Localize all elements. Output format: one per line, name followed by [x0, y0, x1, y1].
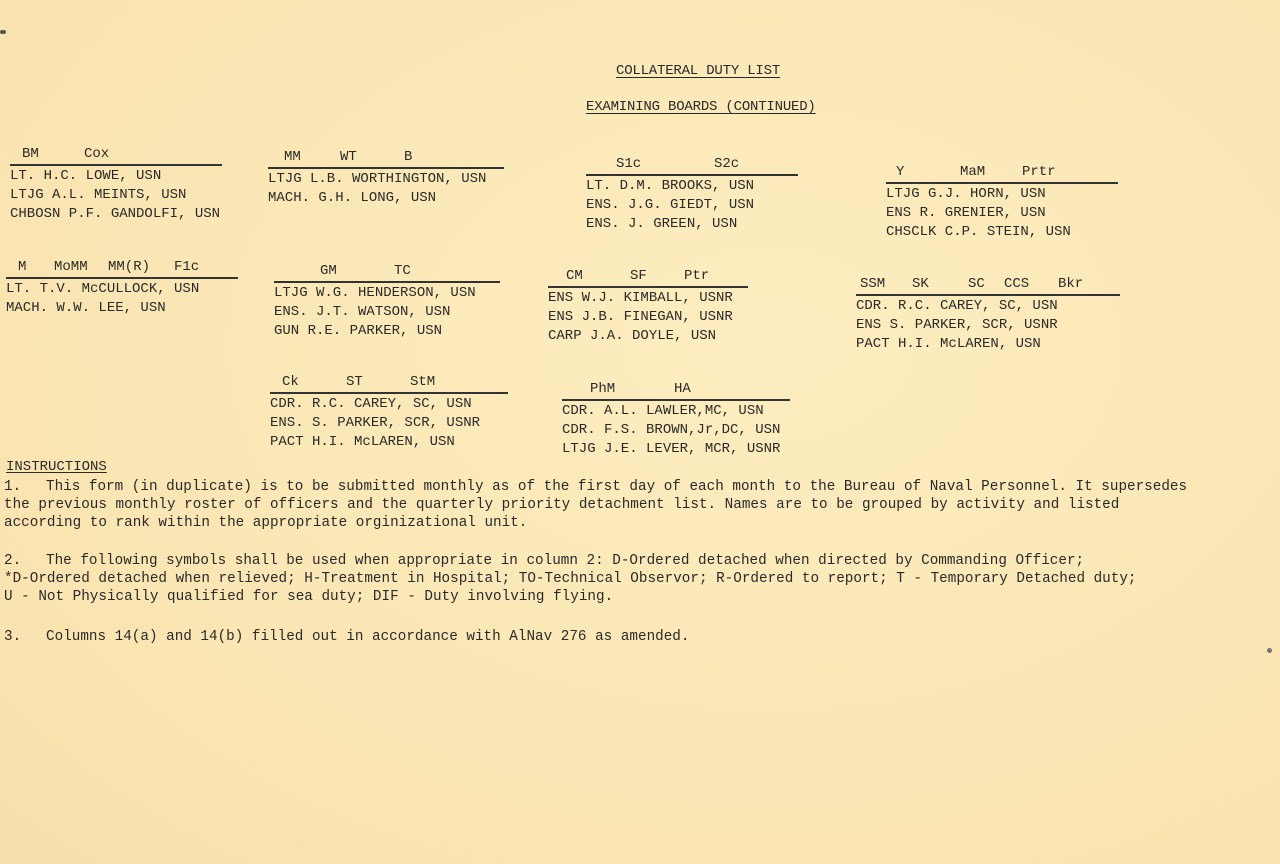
rate-label: MM: [284, 149, 301, 165]
examining-board: [6, 258, 238, 318]
instruction-number: 2.: [4, 553, 22, 569]
instruction-line: This form (in duplicate) is to be submitted monthly as of the first day of each month to the Bureau of Naval Personnel. It supersedes: [46, 479, 1188, 495]
board-header: [562, 380, 790, 401]
board-member: LT. H.C. LOWE, USN: [10, 168, 162, 184]
board-member: LTJG G.J. HORN, USN: [886, 186, 1046, 202]
instruction-line: U - Not Physically qualified for sea duty; DIF - Duty involving flying.: [4, 589, 614, 605]
board-member: GUN R.E. PARKER, USN: [274, 323, 443, 339]
instruction-line: The following symbols shall be used when appropriate in column 2: D-Ordered detached when directed by Commanding Officer;: [46, 553, 1085, 569]
board-header: [10, 145, 222, 166]
board-header: [274, 262, 500, 283]
board-member: CDR. R.C. CAREY, SC, USN: [856, 298, 1058, 314]
examining-board: [10, 145, 222, 224]
board-member: ENS. J.G. GIEDT, USN: [586, 197, 755, 213]
ink-mark: [0, 30, 6, 34]
board-header: [886, 163, 1118, 184]
examining-board: [548, 267, 748, 346]
instruction-number: 1.: [4, 479, 22, 495]
rate-label: MM(R): [108, 259, 151, 275]
rate-label: SK: [912, 276, 929, 292]
board-member: LTJG L.B. WORTHINGTON, USN: [268, 171, 487, 187]
examining-board: [586, 155, 798, 234]
board-member: PACT H.I. McLAREN, USN: [270, 434, 455, 450]
rate-label: BM: [22, 146, 39, 162]
ink-mark: [1267, 648, 1272, 653]
board-header: [856, 275, 1120, 296]
examining-board: [856, 275, 1120, 354]
document-subtitle: EXAMINING BOARDS (CONTINUED): [586, 99, 816, 115]
rate-label: TC: [394, 263, 411, 279]
board-member: ENS. S. PARKER, SCR, USNR: [270, 415, 481, 431]
instruction-item: [4, 552, 1137, 606]
rate-label: Prtr: [1022, 164, 1056, 180]
examining-board: [274, 262, 500, 341]
board-header: [586, 155, 798, 176]
rate-label: MaM: [960, 164, 986, 180]
board-member: ENS. J. GREEN, USN: [586, 216, 738, 232]
rate-label: B: [404, 149, 413, 165]
board-member: CDR. F.S. BROWN,Jr,DC, USN: [562, 422, 781, 438]
board-member: LTJG W.G. HENDERSON, USN: [274, 285, 476, 301]
board-header: [268, 148, 504, 169]
board-member: ENS. J.T. WATSON, USN: [274, 304, 451, 320]
examining-board: [886, 163, 1118, 242]
board-member: ENS J.B. FINEGAN, USNR: [548, 309, 733, 325]
board-member: LTJG A.L. MEINTS, USN: [10, 187, 187, 203]
rate-label: CCS: [1004, 276, 1030, 292]
board-member: CARP J.A. DOYLE, USN: [548, 328, 717, 344]
instruction-item: [4, 628, 689, 646]
board-member: CDR. R.C. CAREY, SC, USN: [270, 396, 472, 412]
board-member: CDR. A.L. LAWLER,MC, USN: [562, 403, 764, 419]
board-member: CHSCLK C.P. STEIN, USN: [886, 224, 1071, 240]
board-header: [6, 258, 238, 279]
board-member: ENS R. GRENIER, USN: [886, 205, 1046, 221]
instruction-line: Columns 14(a) and 14(b) filled out in accordance with AlNav 276 as amended.: [46, 629, 690, 645]
board-member: LTJG J.E. LEVER, MCR, USNR: [562, 441, 781, 457]
board-member: LT. D.M. BROOKS, USN: [586, 178, 755, 194]
examining-board: [562, 380, 790, 459]
rate-label: ST: [346, 374, 363, 390]
board-member: MACH. G.H. LONG, USN: [268, 190, 437, 206]
board-member: PACT H.I. McLAREN, USN: [856, 336, 1041, 352]
instruction-line: the previous monthly roster of officers and the quarterly priority detachment list. Names are to be grouped by activity and listed: [4, 497, 1120, 513]
instruction-line: *D-Ordered detached when relieved; H-Treatment in Hospital; TO-Technical Observor; R-Ordered to report; T - Temporary Detached duty;: [4, 571, 1137, 587]
board-header: [548, 267, 748, 288]
rate-label: Ck: [282, 374, 299, 390]
rate-label: MoMM: [54, 259, 88, 275]
rate-label: SF: [630, 268, 647, 284]
instruction-item: [4, 478, 1187, 532]
board-member: ENS W.J. KIMBALL, USNR: [548, 290, 733, 306]
board-member: CHBOSN P.F. GANDOLFI, USN: [10, 206, 221, 222]
rate-label: StM: [410, 374, 436, 390]
instruction-line: according to rank within the appropriate orginizational unit.: [4, 515, 528, 531]
board-member: LT. T.V. McCULLOCK, USN: [6, 281, 200, 297]
board-header: [270, 373, 508, 394]
rate-label: Cox: [84, 146, 110, 162]
rate-label: M: [18, 259, 27, 275]
rate-label: HA: [674, 381, 691, 397]
document-title: COLLATERAL DUTY LIST: [616, 63, 781, 79]
rate-label: SC: [968, 276, 985, 292]
rate-label: SSM: [860, 276, 886, 292]
rate-label: WT: [340, 149, 357, 165]
rate-label: S1c: [616, 156, 642, 172]
rate-label: Y: [896, 164, 905, 180]
rate-label: Ptr: [684, 268, 710, 284]
board-member: MACH. W.W. LEE, USN: [6, 300, 166, 316]
instruction-number: 3.: [4, 629, 22, 645]
rate-label: PhM: [590, 381, 616, 397]
rate-label: F1c: [174, 259, 200, 275]
examining-board: [268, 148, 504, 208]
board-member: ENS S. PARKER, SCR, USNR: [856, 317, 1058, 333]
rate-label: Bkr: [1058, 276, 1084, 292]
instructions-heading: INSTRUCTIONS: [6, 459, 107, 475]
rate-label: S2c: [714, 156, 740, 172]
examining-board: [270, 373, 508, 452]
rate-label: CM: [566, 268, 583, 284]
rate-label: GM: [320, 263, 337, 279]
